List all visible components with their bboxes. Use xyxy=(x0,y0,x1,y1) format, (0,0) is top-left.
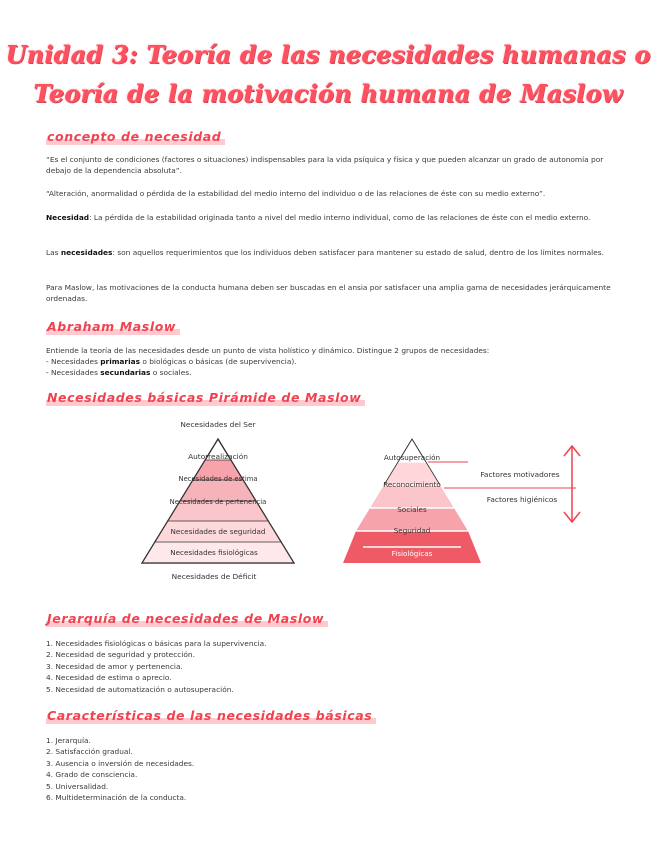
list-caracteristicas xyxy=(46,735,606,803)
para-concepto-3 xyxy=(46,212,611,223)
heading-piramide: Necesidades básicas Pirámide de Maslow xyxy=(46,390,365,406)
factores-higienicos-label: Factores higiénicos xyxy=(486,495,558,504)
para-concepto-1: “Es el conjunto de condiciones (factores o situaciones) indispensables para la vida psíquica y física y que pueden alcanzar un grado de autonomía por debajo de la dependencia absoluta”. xyxy=(46,155,604,176)
para-maslow-intro: Entiende la teoría de las necesidades desde un punto de vista holístico y dinámico. Distingue 2 grupos de necesidades: xyxy=(46,346,490,355)
right-level-autosuperacion: Autosuperación xyxy=(383,453,441,462)
bold-primarias: primarias xyxy=(100,357,140,366)
list-item: 5. Universalidad. xyxy=(46,781,109,791)
right-level-seguridad: Seguridad xyxy=(393,526,431,535)
pyramid-diagram xyxy=(0,412,656,592)
para-concepto-5: Para Maslow, las motivaciones de la conducta humana deben ser buscadas en el ansia por satisfacer una amplia gama de necesidades jerárquicamente ordenadas. xyxy=(46,283,611,304)
right-level-reconocimiento: Reconocimiento xyxy=(383,480,441,489)
title-line-2: Teoría de la motivación humana de Maslow xyxy=(33,79,623,108)
text-las: Las xyxy=(46,248,61,257)
para-maslow-secundarias xyxy=(46,367,611,378)
heading-maslow: Abraham Maslow xyxy=(46,319,180,335)
factores-motivadores-label: Factores motivadores xyxy=(480,470,560,479)
left-level-seguridad: Necesidades de seguridad xyxy=(170,527,266,536)
text-secundarias-def: o sociales. xyxy=(150,368,192,377)
bold-necesidades: necesidades xyxy=(60,248,113,257)
text-necesidades-def: : son aquellos requerimientos que los individuos deben satisfacer para mantener su estado de salud, dentro de los límites normales. xyxy=(112,248,604,257)
bold-necesidad: Necesidad xyxy=(46,213,90,222)
left-level-fisiologicas: Necesidades fisiológicas xyxy=(170,548,258,557)
right-pyramid xyxy=(343,439,580,563)
list-item: 4. Grado de consciencia. xyxy=(46,770,138,780)
left-bottom-label: Necesidades de Déficit xyxy=(171,572,257,581)
text-necesidad-def: : La pérdida de la estabilidad originada tanto a nivel del medio interno individual, como de las relaciones de éste con el medio externo. xyxy=(89,213,591,222)
text-nec-2: - Necesidades xyxy=(46,368,101,377)
right-level-fisiologicas: Fisiológicas xyxy=(391,549,433,558)
para-concepto-2: “Alteración, anormalidad o pérdida de la estabilidad del medio interno del individuo o de las relaciones de éste con su medio externo”. xyxy=(46,189,546,198)
para-maslow-primarias xyxy=(46,356,611,367)
list-item: 1. Necesidades fisiológicas o básicas para la supervivencia. xyxy=(46,639,267,648)
heading-caracteristicas: Características de las necesidades básicas xyxy=(46,708,376,724)
left-top-label: Necesidades del Ser xyxy=(180,420,256,429)
list-jerarquia xyxy=(46,638,606,695)
left-level-estima: Necesidades de estima xyxy=(178,475,258,483)
left-pyramid xyxy=(142,420,294,581)
list-item: 4. Necesidad de estima o aprecio. xyxy=(46,673,172,683)
left-level-autorrealizacion: Autorrealización xyxy=(188,452,248,461)
list-item: 3. Ausencia o inversión de necesidades. xyxy=(46,758,195,768)
list-item: 2. Necesidad de seguridad y protección. xyxy=(46,650,195,660)
bold-secundarias: secundarias xyxy=(100,368,151,377)
title-line-1: Unidad 3: Teoría de las necesidades humanas o xyxy=(5,40,651,69)
text-primarias-def: o biológicas o básicas (de supervivencia). xyxy=(140,357,297,366)
list-item: 6. Multideterminación de la conducta. xyxy=(46,793,187,803)
list-item: 1. Jerarquía. xyxy=(46,736,91,745)
list-item: 5. Necesidad de automatización o autosuperación. xyxy=(46,684,234,694)
list-item: 2. Satisfacción gradual. xyxy=(46,747,133,757)
heading-jerarquia: Jerarquía de necesidades de Maslow xyxy=(46,611,328,627)
heading-concepto: concepto de necesidad xyxy=(46,129,225,145)
para-concepto-4 xyxy=(46,247,611,258)
left-level-pertenencia: Necesidades de pertenencia xyxy=(169,498,267,506)
text-nec-1: - Necesidades xyxy=(46,357,101,366)
right-level-sociales: Sociales xyxy=(397,505,427,514)
list-item: 3. Necesidad de amor y pertenencia. xyxy=(46,661,183,671)
